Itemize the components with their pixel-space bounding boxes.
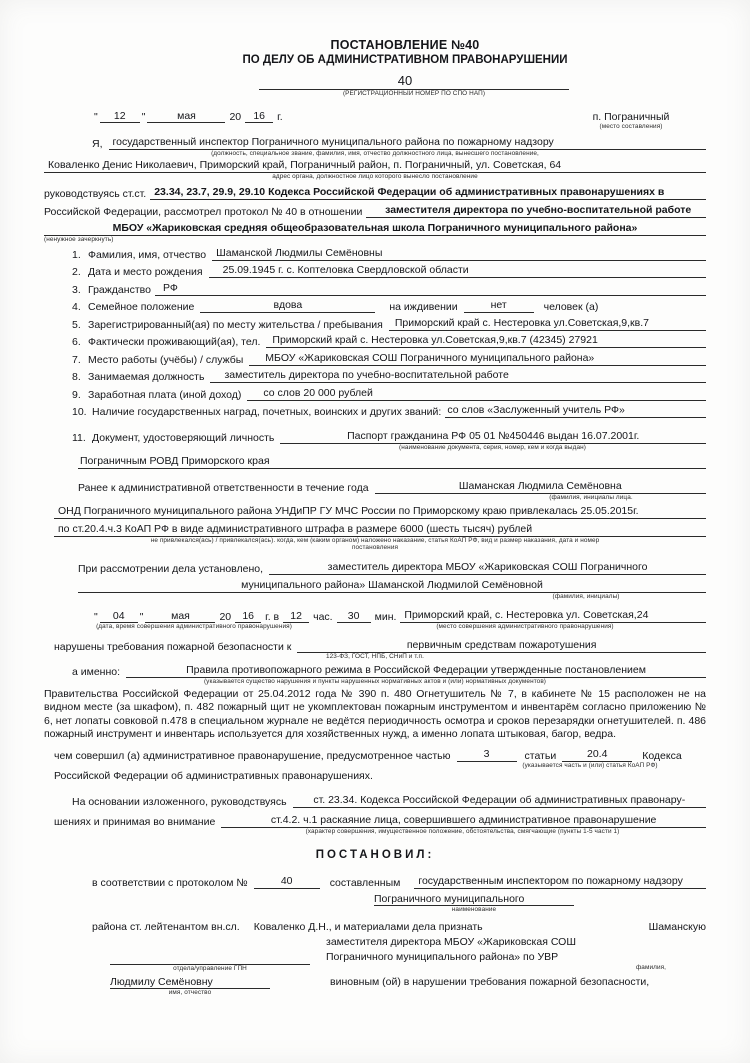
item-number: 1. — [72, 248, 81, 261]
item-number: 3. — [72, 283, 81, 296]
offence-article-label: статьи — [524, 749, 557, 762]
protocol-label: в соответствии с протоколом № — [92, 876, 248, 889]
decision-caption-fam: фамилия, — [635, 963, 667, 971]
list-item — [72, 282, 706, 296]
identity-document-row — [72, 430, 706, 444]
decision-captions-row — [44, 964, 706, 972]
violation-date-captions — [44, 623, 706, 630]
resolved-heading: ПОСТАНОВИЛ: — [315, 848, 435, 861]
consideration-line1-value: заместитель директора МБОУ «Жариковская СОШ Пограничного — [327, 561, 648, 573]
violation-g-label: г. в — [265, 611, 280, 623]
basis-line2: шениях и принимая во внимание — [54, 815, 216, 828]
item-label-c: человек (а) — [543, 301, 599, 313]
item-number: 5. — [72, 318, 81, 331]
item-number: 9. — [72, 388, 81, 401]
item-value: заместитель директора по учебно-воспитательной работе — [224, 369, 509, 381]
list-item — [72, 404, 706, 418]
offence-code: Кодекса — [642, 749, 682, 762]
list-item — [72, 387, 706, 401]
official-address-row — [44, 159, 706, 173]
reg-number-caption: (РЕГИСТРАЦИОННЫЙ НОМЕР ПО СПО НАП) — [342, 90, 486, 97]
protocol-drawn-label: составленным — [329, 876, 401, 889]
offence-row — [44, 748, 706, 762]
decision-row2 — [44, 921, 706, 933]
official-row — [44, 136, 706, 150]
place-value: п. Пограничный — [592, 111, 670, 123]
item-number: 8. — [72, 371, 81, 383]
list-item — [72, 264, 706, 278]
guilty-text: виновным (ой) в нарушении требования пожарной безопасности, — [330, 975, 650, 988]
list-item — [72, 317, 706, 331]
identity-document-caption: (наименование документа, серия, номер, кем и когда выдан) — [399, 444, 586, 451]
identity-document-issuer-row — [44, 455, 706, 469]
item-label: Занимаемая должность — [88, 371, 205, 383]
violation-date-row: " 04 " мая 20 16 г. в 12 час. 30 мин. Приморский край, с. Нестеровка ул. Советская,24 — [44, 609, 706, 623]
a-imenno-label: а именно: — [72, 666, 121, 678]
page-subtitle: ПО ДЕЛУ ОБ АДМИНИСТРАТИВНОМ ПРАВОНАРУШЕНИИ — [242, 54, 568, 66]
identity-document-block — [72, 430, 706, 444]
item-value: вдова — [273, 299, 303, 311]
item-label: Фамилия, имя, отчество — [88, 248, 207, 261]
date-line: " 12 " мая 20 16 г. п. Пограничный — [44, 109, 706, 123]
item-number: 2. — [72, 266, 81, 278]
violation-minute-label: мин. — [374, 611, 397, 623]
prior-caption-row — [44, 494, 706, 501]
prior-caption1: не привлекался(ась) / привлекался(ась). когда, кем (каким органом) наложено наказание, статья КоАП РФ, вид и размер наказания, дата и номер — [150, 537, 600, 544]
requirements-caption: 123-ФЗ, ГОСТ, НПБ, СНиП и т.п. — [326, 653, 424, 660]
year-value: 16 — [245, 110, 273, 123]
official-value: государственный инспектор Пограничного муниципального района по пожарному надзору — [112, 136, 554, 148]
violation-hour-label: час. — [313, 611, 333, 623]
violation-date-caption-right: (место совершения административного правонарушения) — [436, 623, 614, 630]
prior-text2-row — [44, 523, 706, 537]
basis-row2 — [44, 814, 706, 828]
violation-year: 16 — [235, 610, 261, 623]
violation-year-prefix: 20 — [219, 611, 232, 623]
item-value: со слов 20 000 рублей — [263, 386, 373, 399]
item-value-b: нет — [490, 299, 507, 311]
violation-month: мая — [145, 610, 215, 623]
item-number: 6. — [72, 336, 81, 348]
identity-document-caption-row — [44, 444, 706, 451]
list-item — [72, 334, 706, 348]
consideration-line2-value: муниципального района» Шаманской Людмилой Семёновной — [241, 579, 543, 591]
item-number: 11. — [72, 432, 86, 444]
name-accusative: Людмилу Семёновну — [110, 975, 213, 988]
official-address-caption: адрес органа, должностное лицо которого вынесло постановление — [272, 173, 478, 180]
item-label: Документ, удостоверяющий личность — [92, 432, 275, 444]
rank-label: района ст. лейтенантом вн.сл. — [92, 920, 240, 933]
item-value: со слов «Заслуженный учитель РФ» — [447, 404, 625, 416]
offence-lead: чем совершил (а) административное правонарушение, предусмотренное частью — [54, 749, 451, 762]
decision-caption-name2-row — [44, 988, 706, 996]
guided-line2: Российской Федерации, рассмотрел протокол № 40 в отношении — [44, 206, 363, 218]
prior-text1-row — [44, 505, 706, 519]
consideration-caption: (фамилия, инициалы) — [552, 593, 620, 600]
item-label: Наличие государственных наград, почетных, воинских и других званий: — [92, 406, 442, 418]
item-label-b: на иждивении — [389, 301, 458, 313]
a-imenno-value: Правила противопожарного режима в Российской Федерации утвержденные постановлением — [186, 664, 646, 676]
inspector-district: Пограничного муниципального — [374, 892, 525, 905]
basis-line1-value: ст. 23.34. Кодекса Российской Федерации об административных правонару- — [313, 793, 686, 806]
guided-lead: руководствуясь ст.ст. — [44, 188, 147, 200]
requirements-row — [44, 639, 706, 653]
item-value: Приморский край с. Нестеровка ул.Советская,9,кв.7 (42345) 27921 — [272, 334, 598, 346]
violation-hour: 12 — [283, 610, 309, 623]
item-number: 4. — [72, 301, 81, 313]
violation-date-caption-left: (дата, время совершения административного правонарушения) — [96, 623, 292, 630]
year-suffix: г. — [277, 111, 283, 123]
guided-row2 — [44, 204, 706, 218]
basis-row — [44, 794, 706, 808]
guided-line3-value: МБОУ «Жариковская средняя общеобразовательная школа Пограничного муниципального района» — [112, 222, 638, 234]
prior-caption2: постановления — [351, 544, 399, 551]
decision-row1 — [44, 875, 706, 889]
basis-line1: На основании изложенного, руководствуясь — [72, 795, 287, 808]
prior-text1: ОНД Пограничного муниципального района УНДиПР ГУ МЧС России по Приморскому краю привлекалась 25.05.2015г. — [58, 505, 639, 517]
item-label: Зарегистрированный(ая) по месту жительства / пребывания — [88, 318, 383, 331]
decision-caption-dept: отдела/управление ГПН — [110, 964, 310, 972]
item-value: Шаманской Людмилы Семёновны — [216, 246, 383, 259]
guided-row3 — [44, 222, 706, 236]
item-number: 10. — [72, 406, 87, 418]
list-item — [72, 247, 706, 261]
position-line: заместителя директора МБОУ «Жариковская СОШ — [326, 935, 576, 948]
official-address-value: Коваленко Денис Николаевич, Приморский край, Пограничный район, п. Пограничный, ул. Советская, 64 — [48, 159, 562, 171]
decision-caption-name: наименование — [374, 905, 574, 913]
surname-accusative: Шаманскую — [648, 920, 706, 933]
consideration-caption-row — [44, 593, 706, 600]
item-label: Семейное положение — [88, 301, 195, 313]
violation-day: 04 — [100, 610, 138, 623]
prior-value: Шаманская Людмила Семёновна — [458, 480, 622, 492]
item-label: Дата и место рождения — [88, 266, 203, 278]
materials-text: Коваленко Д.Н., и материалами дела признать — [253, 920, 483, 933]
offence-line2: Российской Федерации об административных правонарушениях. — [54, 769, 373, 782]
a-imenno-row — [44, 664, 706, 678]
item-label: Место работы (учёбы) / службы — [88, 353, 244, 366]
requirements-label: нарушены требования пожарной безопасности к — [54, 641, 292, 653]
offence-article: 20.4 — [586, 747, 608, 760]
basis-caption: (характер совершения, имущественное положение, обстоятельства, смягчающие (пункты 1-5 части 1) — [305, 827, 620, 835]
item-value: РФ — [162, 281, 178, 294]
violation-minute: 30 — [337, 610, 371, 623]
offence-caption-row — [44, 762, 706, 769]
guided-articles: 23.34, 23.7, 29.9, 29.10 Кодекса Российской Федерации об административных правонарушениях в — [154, 186, 665, 198]
item-label: Заработная плата (иной доход) — [88, 388, 242, 401]
consideration-row2 — [44, 579, 706, 593]
offence-caption: (указывается часть и (или) статья КоАП РФ) — [522, 761, 658, 769]
protocol-number: 40 — [280, 874, 293, 887]
item-value: 25.09.1945 г. с. Коптеловка Свердловской области — [222, 264, 469, 276]
requirements-value: первичным средствам пожаротушения — [406, 639, 597, 651]
decision-row5 — [44, 976, 706, 988]
decision-caption-name-row — [44, 905, 706, 913]
place-caption-row — [44, 123, 706, 130]
consideration-row — [44, 561, 706, 575]
day-value: 12 — [100, 110, 140, 123]
document-number: 40 — [397, 73, 413, 88]
item-label: Фактически проживающий(ая), тел. — [88, 336, 261, 348]
prior-caption-right: (фамилия, инициалы лица. — [549, 494, 633, 501]
decision-row3 — [44, 936, 706, 948]
position-line2: Пограничного муниципального района» по УВР — [326, 950, 559, 963]
decision-row4 — [44, 951, 706, 963]
item-label: Гражданство — [88, 283, 151, 296]
a-imenno-caption: (указывается существо нарушения и пункты нарушенных нормативных актов и (или) нормативных документов) — [203, 678, 547, 685]
prior-text2: по ст.20.4.ч.3 КоАП РФ в виде административного штрафа в размере 6000 (шесть тысяч) рублей — [58, 523, 533, 535]
inspector-title: государственным инспектором по пожарному надзору — [418, 874, 683, 887]
decision-row1b — [44, 893, 706, 905]
item-value: Паспорт гражданина РФ 05 01 №450446 выдан 16.07.2001г. — [347, 430, 640, 442]
item-number: 7. — [72, 353, 81, 366]
official-caption: (должность, специальное звание, фамилия, имя, отчество должностного лица, вынесшего постановление, — [211, 150, 539, 157]
violation-body: Правительства Российской Федерации от 25.04.2012 года № 390 п. 480 Огнетушитель № 7, в кабинете № 15 расположен не на видном месте (за шкафом), п. 482 пожарный щит не укомплектован пожарным инструментом и инвентарём согласно приложению № 6, нет лопаты совковой п.478 в специальном журнале не ведётся периодичность осмотра и сроков перезарядки огнетушителей. п. 486 пожарный инструмент и инвентарь используется для хозяйственных нужд, а именно лопата штыковая, багор, ведра. — [44, 688, 706, 741]
item-value: Приморский край с. Нестеровка ул.Советская,9,кв.7 — [394, 316, 649, 329]
guided-line2-value: заместителя директора по учебно-воспитательной работе — [385, 204, 692, 216]
violation-place: Приморский край, с. Нестеровка ул. Советская,24 — [404, 609, 649, 621]
ya-label: Я, — [92, 138, 103, 150]
decision-caption-name2: имя, отчество — [110, 988, 270, 996]
page-title: ПОСТАНОВЛЕНИЕ №40 — [330, 38, 480, 52]
offence-part: 3 — [483, 747, 490, 760]
identity-document-issuer: Пограничным РОВД Приморского края — [80, 455, 270, 467]
prior-label: Ранее к административной ответственности в течение года — [78, 482, 369, 494]
basis-caption-row — [44, 828, 706, 835]
person-details-list — [72, 247, 706, 419]
consideration-line1: При рассмотрении дела установлено, — [78, 563, 264, 575]
month-value: мая — [147, 110, 225, 123]
place-caption: (место составления) — [599, 123, 663, 130]
item-value: МБОУ «Жариковская СОШ Пограничного муниципального района» — [265, 351, 595, 364]
guided-caption: (ненужное зачеркнуть) — [44, 236, 114, 243]
list-item — [72, 369, 706, 383]
year-prefix: 20 — [229, 111, 242, 123]
prior-liability-row — [44, 480, 706, 494]
basis-line2-value: ст.4.2. ч.1 раскаяние лица, совершившего административное правонарушение — [270, 813, 657, 826]
list-item — [72, 352, 706, 366]
list-item — [72, 299, 706, 313]
guided-row — [44, 186, 706, 200]
